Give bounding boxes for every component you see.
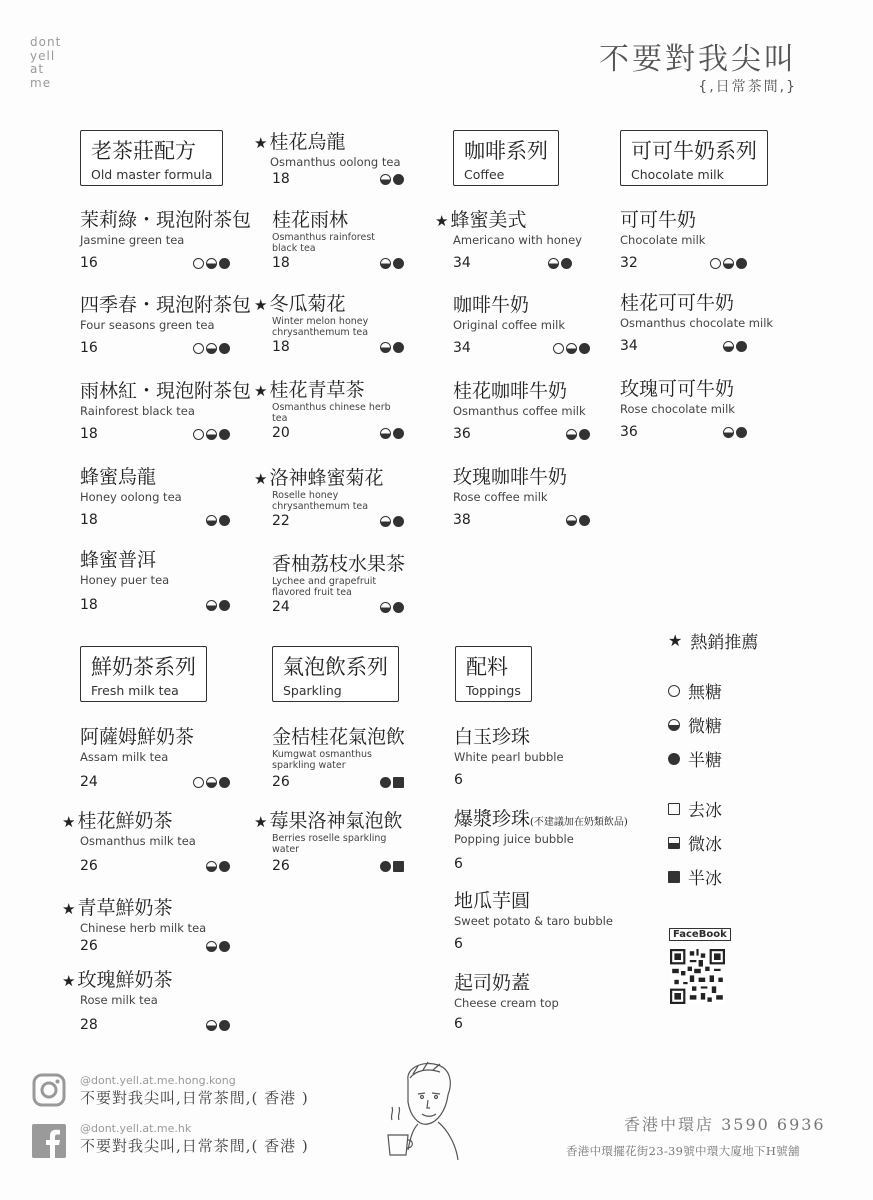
- menu-item: [254, 463, 404, 531]
- item-price: 16: [80, 340, 98, 356]
- half-sugar-icon: [393, 602, 404, 613]
- menu-item: [254, 289, 404, 357]
- item-name-zh: [254, 463, 404, 490]
- item-name-en: Honey puer tea: [80, 573, 170, 587]
- item-name-text: 青草鮮奶茶: [77, 897, 173, 919]
- half-sugar-icon: [393, 342, 404, 353]
- half-sugar-icon: [219, 429, 230, 440]
- less-sugar-icon: [723, 258, 734, 269]
- half-ice-icon: [393, 777, 404, 788]
- legend-label: 半冰: [688, 869, 722, 889]
- star-icon: ★: [254, 470, 268, 488]
- less-sugar-icon: [380, 516, 391, 527]
- sugar-options: [723, 427, 747, 438]
- category-toppings: [455, 646, 532, 702]
- legend-less-sugar: [668, 712, 722, 737]
- legend-no-sugar: [668, 678, 722, 703]
- menu-item: [62, 965, 230, 1035]
- half-sugar-icon: [380, 777, 391, 788]
- item-name-en: White pearl bubble: [454, 750, 564, 764]
- half-sugar-icon: [393, 174, 404, 185]
- logo-line: dont: [30, 35, 62, 49]
- item-name-zh: [454, 722, 574, 749]
- item-name-text: 桂花青草茶: [269, 379, 365, 401]
- item-price: 34: [453, 340, 471, 356]
- item-name-zh: [454, 804, 628, 831]
- no-sugar-icon: [193, 777, 204, 788]
- item-name-en: Honey oolong tea: [80, 490, 182, 504]
- half-sugar-icon: [219, 600, 230, 611]
- item-price: 36: [453, 426, 471, 442]
- item-price: 18: [272, 171, 290, 187]
- less-sugar-icon: [380, 174, 391, 185]
- half-sugar-icon: [219, 861, 230, 872]
- category-old-master: [80, 130, 223, 186]
- menu-item: [80, 205, 252, 273]
- menu-item: [254, 127, 404, 189]
- star-icon: ★: [62, 813, 76, 831]
- less-sugar-icon: [380, 342, 391, 353]
- sugar-options: [723, 341, 747, 352]
- star-icon: ★: [62, 972, 76, 990]
- menu-item: [620, 205, 747, 273]
- item-price: 18: [272, 339, 290, 355]
- half-ice-icon: [668, 871, 680, 883]
- legend-label: 微糖: [688, 717, 722, 737]
- item-name-text: 地瓜芋圓: [454, 890, 531, 912]
- menu-item: [453, 290, 590, 358]
- menu-item: [62, 893, 230, 956]
- menu-item: [435, 205, 582, 273]
- menu-item: [80, 722, 230, 792]
- less-sugar-icon: [566, 429, 577, 440]
- less-sugar-icon: [206, 941, 217, 952]
- item-name-text: 洛神蜂蜜菊花: [269, 467, 384, 489]
- sugar-options: [206, 1020, 230, 1031]
- no-sugar-icon: [710, 258, 721, 269]
- sugar-options: [380, 174, 404, 185]
- sugar-options: [380, 861, 404, 872]
- category-subtitle: Old master formula: [91, 167, 213, 182]
- item-name-text: 蜂蜜美式: [450, 209, 527, 231]
- menu-item: [80, 462, 230, 530]
- logo-line: at: [30, 62, 45, 76]
- category-title: 咖啡系列: [464, 139, 548, 163]
- item-name-en: Roselle honey chrysanthemum tea: [272, 490, 369, 512]
- less-sugar-icon: [566, 515, 577, 526]
- menu-item: [454, 804, 628, 874]
- item-name-en: Osmanthus rainforest black tea: [272, 232, 376, 254]
- item-name-text: 桂花烏龍: [269, 131, 346, 153]
- item-name-text: 桂花雨林: [272, 209, 349, 231]
- instagram-account[interactable]: [80, 1074, 309, 1108]
- less-ice-icon: [668, 837, 680, 849]
- star-icon: ★: [668, 631, 683, 650]
- less-sugar-icon: [206, 1020, 217, 1031]
- logo-line: yell: [30, 48, 56, 63]
- item-name-zh: [254, 806, 404, 833]
- menu-item: [80, 545, 230, 615]
- half-sugar-icon: [561, 258, 572, 269]
- item-name-text: 玫瑰可可牛奶: [620, 378, 735, 400]
- item-name-text: 桂花咖啡牛奶: [453, 380, 568, 402]
- item-price: 26: [80, 858, 98, 874]
- half-sugar-icon: [579, 343, 590, 354]
- less-sugar-icon: [206, 861, 217, 872]
- star-icon: ★: [254, 134, 268, 152]
- item-price: 18: [80, 597, 98, 613]
- legend-no-ice: [668, 796, 722, 821]
- half-sugar-icon: [393, 428, 404, 439]
- menu-item: [453, 376, 590, 444]
- sugar-options: [553, 343, 590, 354]
- item-name-text: 茉莉綠・現泡附茶包: [80, 209, 252, 231]
- item-name-zh: [62, 965, 230, 992]
- item-name-zh: [80, 722, 230, 749]
- menu-item: [454, 968, 574, 1034]
- category-subtitle: Coffee: [464, 167, 505, 182]
- item-name-en: Original coffee milk: [453, 318, 565, 332]
- item-name-en: Rose chocolate milk: [620, 402, 735, 416]
- legend-half-ice: [668, 864, 722, 889]
- sugar-options: [380, 777, 404, 788]
- less-sugar-icon: [206, 600, 217, 611]
- illustration-drinking-person: [378, 1060, 468, 1160]
- item-price: 6: [454, 1016, 463, 1032]
- legend-label: 去冰: [688, 801, 722, 821]
- menu-item: [272, 205, 404, 273]
- item-name-zh: [272, 205, 404, 232]
- less-sugar-icon: [380, 258, 391, 269]
- less-sugar-icon: [548, 258, 559, 269]
- menu-item: [454, 722, 574, 790]
- item-name-text: 玫瑰咖啡牛奶: [453, 466, 568, 488]
- item-name-text: 玫瑰鮮奶茶: [77, 969, 173, 991]
- legend-label: 半糖: [688, 751, 722, 771]
- category-title: 配料: [466, 655, 508, 679]
- legend-label: 微冰: [688, 835, 722, 855]
- item-name-text: 可可牛奶: [620, 209, 697, 231]
- category-fresh-milk-tea: [80, 646, 207, 702]
- item-name-en: Chocolate milk: [620, 233, 706, 247]
- legend-less-ice: [668, 830, 722, 855]
- less-sugar-icon: [380, 602, 391, 613]
- item-price: 34: [453, 255, 471, 271]
- item-name-zh: [254, 375, 404, 402]
- item-name-text: 蜂蜜烏龍: [80, 466, 157, 488]
- item-name-en: Berries roselle sparkling water: [272, 833, 387, 855]
- sugar-options: [206, 600, 230, 611]
- item-price: 38: [453, 512, 471, 528]
- less-sugar-icon: [206, 343, 217, 354]
- brand-subtitle: {,日常茶間,}: [698, 79, 797, 95]
- item-name-en: Americano with honey: [453, 233, 582, 247]
- item-name-text: 阿薩姆鮮奶茶: [80, 726, 195, 748]
- menu-item: [62, 806, 230, 876]
- half-sugar-icon: [736, 341, 747, 352]
- item-name-en: Osmanthus chocolate milk: [620, 316, 774, 330]
- item-price: 36: [620, 424, 638, 440]
- half-sugar-icon: [668, 753, 680, 765]
- item-name-zh: [80, 376, 252, 403]
- half-sugar-icon: [579, 515, 590, 526]
- category-chocolate-milk: [620, 130, 768, 186]
- brand-logo: [30, 36, 61, 90]
- instagram-name: 不要對我尖叫,日常茶間,( 香港 ): [80, 1089, 309, 1107]
- menu-item: [254, 806, 404, 876]
- sugar-options: [193, 258, 230, 269]
- item-price: 18: [272, 255, 290, 271]
- no-sugar-icon: [193, 343, 204, 354]
- item-name-text: 白玉珍珠: [454, 726, 531, 748]
- sugar-options: [193, 429, 230, 440]
- item-name-text: 桂花鮮奶茶: [77, 810, 173, 832]
- item-price: 18: [80, 512, 98, 528]
- item-name-en: Osmanthus oolong tea: [270, 155, 401, 169]
- item-name-en: Kumgwat osmanthus sparkling water: [272, 749, 372, 771]
- category-sparkling: [272, 646, 399, 702]
- item-price: 26: [80, 938, 98, 954]
- category-subtitle: Fresh milk tea: [91, 683, 179, 698]
- sugar-options: [193, 777, 230, 788]
- category-title: 鮮奶茶系列: [91, 655, 196, 679]
- item-name-text: 蜂蜜普洱: [80, 549, 157, 571]
- instagram-icon[interactable]: [32, 1073, 66, 1111]
- half-sugar-icon: [219, 1020, 230, 1031]
- item-name-zh: [620, 205, 747, 232]
- brand-title: 不要對我尖叫: [599, 42, 797, 77]
- item-price: 28: [80, 1017, 98, 1033]
- less-sugar-icon: [566, 343, 577, 354]
- item-price: 26: [272, 774, 290, 790]
- item-price: 32: [620, 255, 638, 271]
- star-icon: ★: [62, 900, 76, 918]
- item-name-en: Osmanthus chinese herb tea: [272, 402, 391, 424]
- category-subtitle: Chocolate milk: [631, 167, 724, 182]
- sugar-options: [380, 342, 404, 353]
- less-sugar-icon: [723, 341, 734, 352]
- category-subtitle: Toppings: [466, 683, 521, 698]
- category-title: 可可牛奶系列: [631, 139, 757, 163]
- sugar-options: [566, 429, 590, 440]
- item-name-text: 咖啡牛奶: [453, 294, 530, 316]
- half-sugar-icon: [736, 258, 747, 269]
- item-name-zh: [62, 893, 230, 920]
- item-price: 24: [80, 774, 98, 790]
- less-sugar-icon: [380, 428, 391, 439]
- item-name-en: Rainforest black tea: [80, 404, 195, 418]
- facebook-name: 不要對我尖叫,日常茶間,( 香港 ): [80, 1137, 309, 1155]
- item-name-text: 冬瓜菊花: [269, 293, 346, 315]
- facebook-icon[interactable]: [32, 1124, 66, 1162]
- item-price: 24: [272, 599, 290, 615]
- item-name-en: Winter melon honey chrysanthemum tea: [272, 316, 369, 338]
- sugar-options: [206, 515, 230, 526]
- half-sugar-icon: [219, 941, 230, 952]
- sugar-options: [380, 602, 404, 613]
- menu-item: [453, 462, 590, 530]
- item-price: 6: [454, 936, 463, 952]
- half-sugar-icon: [219, 515, 230, 526]
- item-name-en: Chinese herb milk tea: [80, 921, 207, 935]
- item-name-en: Assam milk tea: [80, 750, 169, 764]
- legend-label: 無糖: [688, 683, 722, 703]
- legend-hot: [668, 628, 758, 653]
- category-coffee: [453, 130, 559, 186]
- no-ice-icon: [668, 803, 680, 815]
- item-price: 16: [80, 255, 98, 271]
- item-price: 20: [272, 425, 290, 441]
- item-name-text: 金桔桂花氣泡飲: [272, 726, 406, 748]
- item-name-zh: [435, 205, 572, 232]
- legend-half-sugar: [668, 746, 722, 771]
- menu-item: [620, 288, 774, 356]
- category-subtitle: Sparkling: [283, 683, 342, 698]
- sugar-options: [566, 515, 590, 526]
- item-name-zh: [454, 968, 574, 995]
- menu-item: [454, 886, 613, 954]
- half-sugar-icon: [736, 427, 747, 438]
- sugar-options: [206, 941, 230, 952]
- star-icon: ★: [254, 382, 268, 400]
- no-sugar-icon: [553, 343, 564, 354]
- less-sugar-icon: [206, 515, 217, 526]
- item-price: 6: [454, 856, 463, 872]
- item-name-en: Osmanthus coffee milk: [453, 404, 586, 418]
- menu-item: [80, 290, 252, 358]
- less-sugar-icon: [668, 719, 680, 731]
- item-name-en: Rose coffee milk: [453, 490, 548, 504]
- star-icon: ★: [435, 212, 449, 230]
- item-name-zh: [453, 462, 590, 489]
- item-name-text: 四季春・現泡附茶包: [80, 294, 252, 316]
- item-price: 18: [80, 426, 98, 442]
- item-name-zh: [272, 549, 404, 576]
- item-name-zh: [254, 289, 404, 316]
- item-name-text: 雨林紅・現泡附茶包: [80, 380, 252, 402]
- qr-code-icon[interactable]: [670, 949, 725, 1004]
- instagram-handle: @dont.yell.at.me.hong.kong: [80, 1074, 236, 1087]
- less-sugar-icon: [206, 777, 217, 788]
- menu-item: [272, 549, 404, 617]
- menu-item: [620, 374, 747, 442]
- menu-item: [80, 376, 252, 444]
- sugar-options: [193, 343, 230, 354]
- half-sugar-icon: [219, 777, 230, 788]
- sugar-options: [380, 428, 404, 439]
- sugar-options: [380, 516, 404, 527]
- shop-name-phone: 香港中環店 3590 6936: [624, 1115, 826, 1134]
- category-title: 老茶莊配方: [91, 139, 196, 163]
- facebook-handle: @dont.yell.at.me.hk: [80, 1122, 192, 1135]
- sugar-options: [710, 258, 747, 269]
- item-name-zh: [453, 290, 590, 317]
- sugar-options: [380, 258, 404, 269]
- item-name-en: Sweet potato & taro bubble: [454, 914, 613, 928]
- half-sugar-icon: [579, 429, 590, 440]
- facebook-tag: FaceBook: [669, 928, 731, 941]
- item-name-text: 香柚荔枝水果茶: [272, 553, 406, 575]
- no-sugar-icon: [193, 429, 204, 440]
- item-name-zh: [620, 288, 747, 315]
- half-sugar-icon: [219, 258, 230, 269]
- item-name-en: Rose milk tea: [80, 993, 158, 1007]
- item-name-text: 桂花可可牛奶: [620, 292, 735, 314]
- item-name-en: Lychee and grapefruit flavored fruit tea: [272, 576, 377, 598]
- item-name-text: 爆漿珍珠: [454, 808, 531, 830]
- half-sugar-icon: [219, 343, 230, 354]
- item-name-zh: [254, 127, 404, 154]
- item-name-en: Jasmine green tea: [80, 233, 185, 247]
- star-icon: ★: [254, 813, 268, 831]
- item-name-zh: [80, 205, 252, 232]
- legend-label: 熱銷推薦: [690, 633, 759, 653]
- star-icon: ★: [254, 296, 268, 314]
- less-sugar-icon: [206, 429, 217, 440]
- item-name-zh: [454, 886, 574, 913]
- less-sugar-icon: [723, 427, 734, 438]
- item-name-en: Four seasons green tea: [80, 318, 215, 332]
- item-name-zh: [453, 376, 590, 403]
- item-price: 26: [272, 858, 290, 874]
- item-name-zh: [62, 806, 230, 833]
- item-name-en: Cheese cream top: [454, 996, 559, 1010]
- item-name-en: Osmanthus milk tea: [80, 834, 196, 848]
- item-price: 6: [454, 772, 463, 788]
- half-ice-icon: [393, 861, 404, 872]
- no-sugar-icon: [193, 258, 204, 269]
- item-price: 22: [272, 513, 290, 529]
- item-name-zh: [620, 374, 747, 401]
- logo-line: me: [30, 75, 52, 90]
- item-note: (不建議加在奶類飲品): [530, 817, 628, 828]
- item-name-text: 起司奶蓋: [454, 972, 531, 994]
- facebook-account[interactable]: [80, 1122, 309, 1156]
- half-sugar-icon: [380, 861, 391, 872]
- item-name-zh: [80, 545, 230, 572]
- item-name-en: Popping juice bubble: [454, 832, 574, 846]
- item-name-zh: [80, 290, 252, 317]
- sugar-options: [206, 861, 230, 872]
- shop-address: 香港中環擺花街23-39號中環大廈地下H號舖: [566, 1144, 800, 1158]
- half-sugar-icon: [393, 516, 404, 527]
- half-sugar-icon: [393, 258, 404, 269]
- menu-item: [254, 375, 404, 443]
- item-name-zh: [272, 722, 404, 749]
- item-price: 34: [620, 338, 638, 354]
- less-sugar-icon: [206, 258, 217, 269]
- category-title: 氣泡飲系列: [283, 655, 388, 679]
- item-name-zh: [80, 462, 230, 489]
- item-name-text: 莓果洛神氣泡飲: [269, 810, 403, 832]
- menu-item: [272, 722, 404, 792]
- no-sugar-icon: [668, 685, 680, 697]
- sugar-options: [548, 258, 572, 269]
